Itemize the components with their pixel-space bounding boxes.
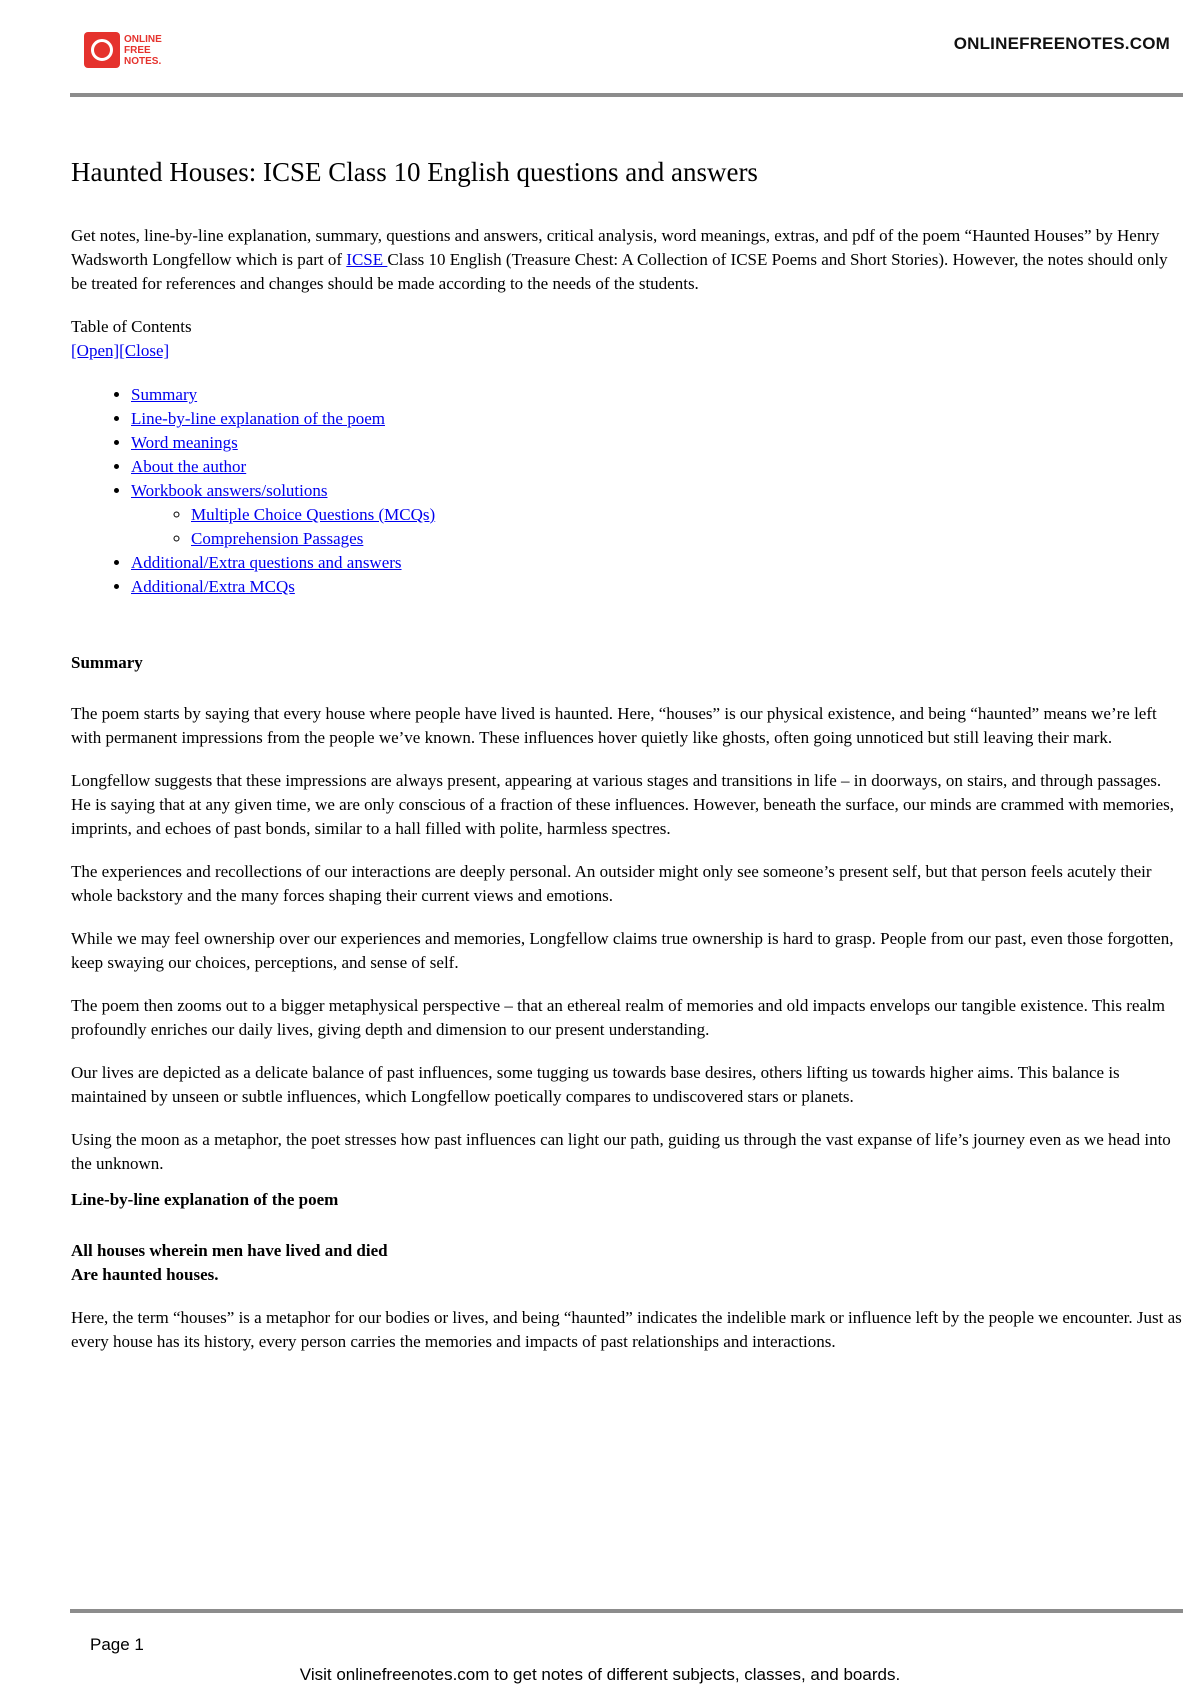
toc-link-explanation[interactable]: Line-by-line explanation of the poem <box>131 409 385 428</box>
page-header <box>0 0 1200 100</box>
page-number: Page 1 <box>90 1635 144 1654</box>
toc-item <box>131 431 1183 455</box>
icse-link[interactable]: ICSE <box>346 250 388 269</box>
summary-paragraph: Longfellow suggests that these impressions are always present, appearing at various stages and transitions in life – in doorways, on stairs, and through passages. He is saying that at any given time, we are only conscious of a fraction of these influences. However, beneath the surface, our minds are crammed with memories, imprints, and echoes of past bonds, similar to a hall filled with polite, harmless spectres. <box>71 771 1174 838</box>
toc-item <box>131 551 1183 575</box>
verse-line: Are haunted houses. <box>71 1265 219 1284</box>
intro-text: Get notes, line-by-line explanation, summary, questions and answers, critical analysis, word meanings, extras, and pdf of the poem “Haunted Houses” by Henry Wadsworth Longfellow which is part of <box>71 226 1160 269</box>
intro-text: Class 10 English (Treasure Chest: A Collection of ICSE Poems and Short Stories). However, the notes should only be treated for references and changes should be made according to the needs of the students. <box>71 250 1168 293</box>
toc-subitem <box>191 503 1183 527</box>
summary-heading: Summary <box>71 653 143 672</box>
toc-link-workbook[interactable]: Workbook answers/solutions <box>131 481 328 500</box>
summary-paragraph: Our lives are depicted as a delicate balance of past influences, some tugging us towards base desires, others lifting us towards higher aims. This balance is maintained by unseen or subtle influences, which Longfellow poetically compares to undiscovered stars or planets. <box>71 1063 1120 1106</box>
logo-wordmark <box>124 34 162 67</box>
toc-sublist <box>131 503 1183 551</box>
footer-divider <box>70 1609 1183 1613</box>
table-of-contents <box>71 383 1183 599</box>
logo-line: NOTES. <box>124 55 162 67</box>
toc-item <box>131 575 1183 599</box>
logo-line: ONLINE <box>124 33 162 45</box>
toc-item <box>131 407 1183 431</box>
toc-link-word-meanings[interactable]: Word meanings <box>131 433 238 452</box>
article-body <box>71 155 1183 1373</box>
toc-item <box>131 383 1183 407</box>
toc-toggle <box>71 339 1183 363</box>
toc-toggle-link[interactable]: [Open][Close] <box>71 341 170 360</box>
toc-subitem <box>191 527 1183 551</box>
toc-title: Table of Contents <box>71 317 192 336</box>
toc-link-summary[interactable]: Summary <box>131 385 198 404</box>
summary-paragraph: The experiences and recollections of our interactions are deeply personal. An outsider might only see someone’s present self, but that person feels acutely their whole backstory and the many forces shaping their current views and emotions. <box>71 862 1152 905</box>
verse-line: All houses wherein men have lived and died <box>71 1241 388 1260</box>
summary-paragraph: The poem then zooms out to a bigger metaphysical perspective – that an ethereal realm of memories and old impacts envelops our tangible existence. This realm profoundly enriches our daily lives, giving depth and dimension to our present understanding. <box>71 996 1165 1039</box>
toc-item <box>131 479 1183 551</box>
summary-paragraph: The poem starts by saying that every house where people have lived is haunted. Here, “houses” is our physical existence, and being “haunted” means we’re left with permanent impressions from the people we’ve known. These influences hover quietly like ghosts, often going unnoticed but still leaving their mark. <box>71 704 1157 747</box>
toc-link-mcqs[interactable]: Multiple Choice Questions (MCQs) <box>191 505 436 524</box>
explanation-heading: Line-by-line explanation of the poem <box>71 1190 339 1209</box>
explanation-paragraph: Here, the term “houses” is a metaphor for our bodies or lives, and being “haunted” indicates the indelible mark or influence left by the people we encounter. Just as every house has its history, every person carries the memories and impacts of past relationships and interactions. <box>71 1308 1182 1351</box>
intro-paragraph <box>71 224 1183 296</box>
toc-link-extra-questions[interactable]: Additional/Extra questions and answers <box>131 553 402 572</box>
footer-note: Visit onlinefreenotes.com to get notes of different subjects, classes, and boards. <box>299 1665 901 1684</box>
summary-paragraph: While we may feel ownership over our experiences and memories, Longfellow claims true ownership is hard to grasp. People from our past, even those forgotten, keep swaying our choices, perceptions, and sense of self. <box>71 929 1174 972</box>
header-divider <box>70 93 1183 97</box>
site-name: ONLINEFREENOTES.COM <box>953 34 1170 53</box>
toc-link-extra-mcqs[interactable]: Additional/Extra MCQs <box>131 577 295 596</box>
site-logo[interactable] <box>84 32 162 68</box>
logo-mark-icon <box>84 32 120 68</box>
toc-link-comprehension[interactable]: Comprehension Passages <box>191 529 364 548</box>
summary-paragraph: Using the moon as a metaphor, the poet stresses how past influences can light our path, guiding us through the vast expanse of life’s journey even as we head into the unknown. <box>71 1130 1171 1173</box>
logo-line: FREE <box>124 44 151 56</box>
toc-item <box>131 455 1183 479</box>
article-title: Haunted Houses: ICSE Class 10 English questions and answers <box>71 157 758 187</box>
poem-verse <box>71 1239 1183 1287</box>
toc-link-about-author[interactable]: About the author <box>131 457 247 476</box>
